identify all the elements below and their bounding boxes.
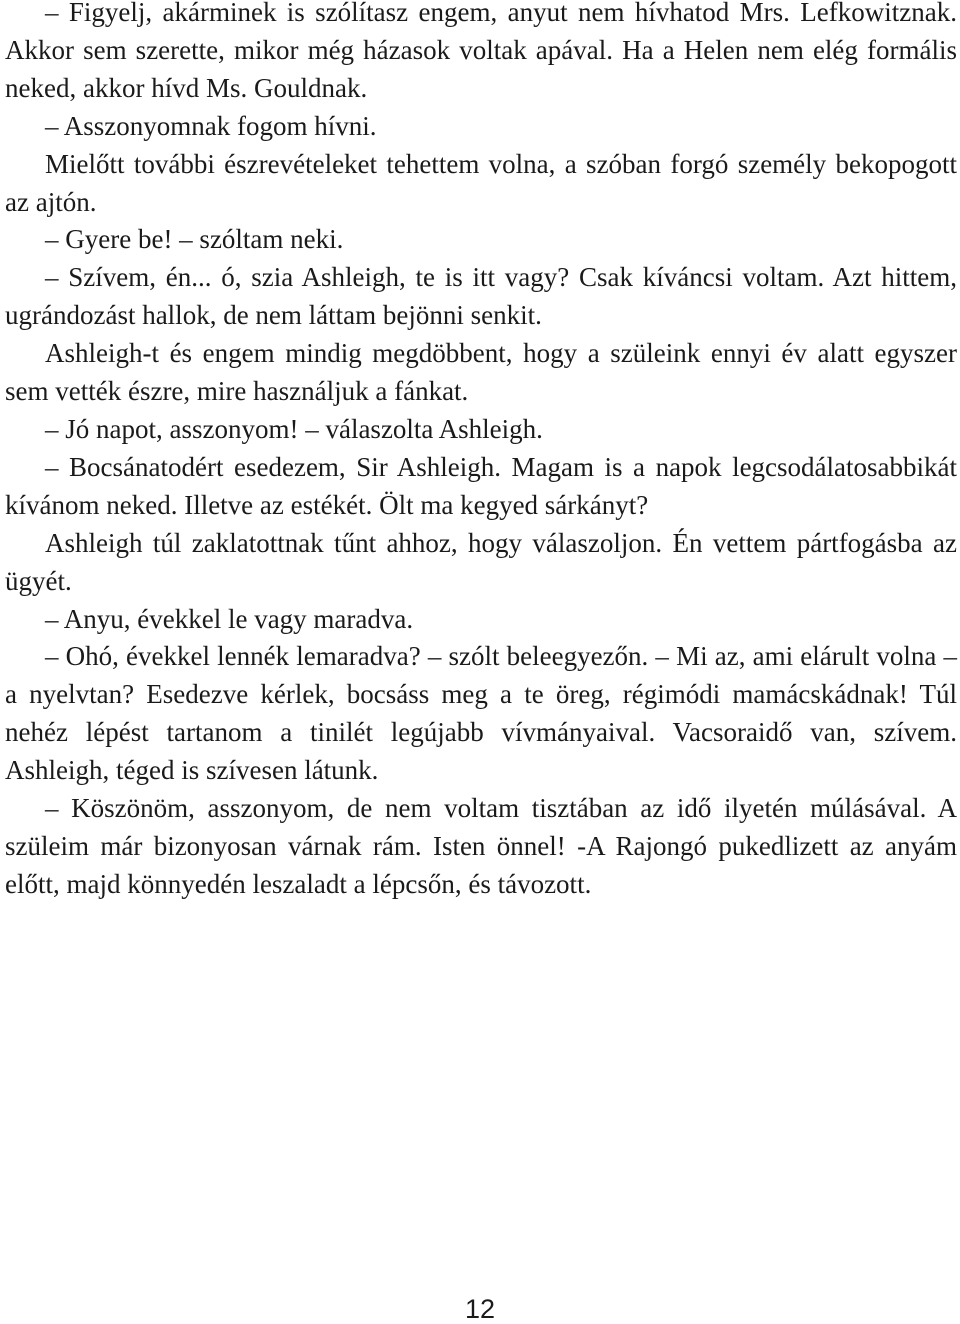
paragraph: – Figyelj, akárminek is szólítasz engem, anyut nem hívhatod Mrs. Lefkowitznak. Akkor sem szerette, mikor még házasok voltak apával. Ha a Helen nem elég formális neked, akkor hívd Ms. Gouldnak. <box>5 0 957 103</box>
paragraph: – Asszonyomnak fogom hívni. <box>45 110 377 141</box>
page-number: 12 <box>464 1294 496 1324</box>
paragraph: – Köszönöm, asszonyom, de nem voltam tisztában az idő ilyetén múlásával. A szüleim már bizonyosan várnak rám. Isten önnel! -A Rajongó pukedlizett az anyám előtt, majd könnyedén leszaladt a lépcsőn, és távozott. <box>5 793 957 899</box>
paragraph: Ashleigh túl zaklatottnak tűnt ahhoz, hogy válaszoljon. Én vettem pártfogásba az ügyét. <box>5 527 957 596</box>
paragraph: – Ohó, évekkel lennék lemaradva? – szólt beleegyezőn. – Mi az, ami elárult volna – a nyelvtan? Esedezve kérlek, bocsáss meg a te öreg, régimódi mamácskádnak! Túl nehéz lépést tartanom a tinilét legújabb vívmányaival. Vacsoraidő van, szívem. Ashleigh, téged is szívesen látunk. <box>5 641 957 786</box>
paragraph: – Szívem, én... ó, szia Ashleigh, te is itt vagy? Csak kíváncsi voltam. Azt hittem, ugrándozást hallok, de nem láttam bejönni senkit. <box>5 262 957 331</box>
paragraph: Mielőtt további észrevételeket tehettem volna, a szóban forgó személy bekopogott az ajtón. <box>5 148 957 217</box>
paragraph: – Bocsánatodért esedezem, Sir Ashleigh. Magam is a napok legcsodálatosabbikát kívánom neked. Illetve az estékét. Ölt ma kegyed sárkányt? <box>5 451 957 520</box>
paragraph: – Anyu, évekkel le vagy maradva. <box>45 603 414 634</box>
paragraph: – Jó napot, asszonyom! – válaszolta Ashleigh. <box>45 413 543 444</box>
paragraph: – Gyere be! – szóltam neki. <box>45 224 344 255</box>
paragraph: Ashleigh-t és engem mindig megdöbbent, hogy a szüleink ennyi év alatt egyszer sem vették észre, mire használjuk a fánkat. <box>5 338 957 407</box>
body-text <box>5 0 957 904</box>
